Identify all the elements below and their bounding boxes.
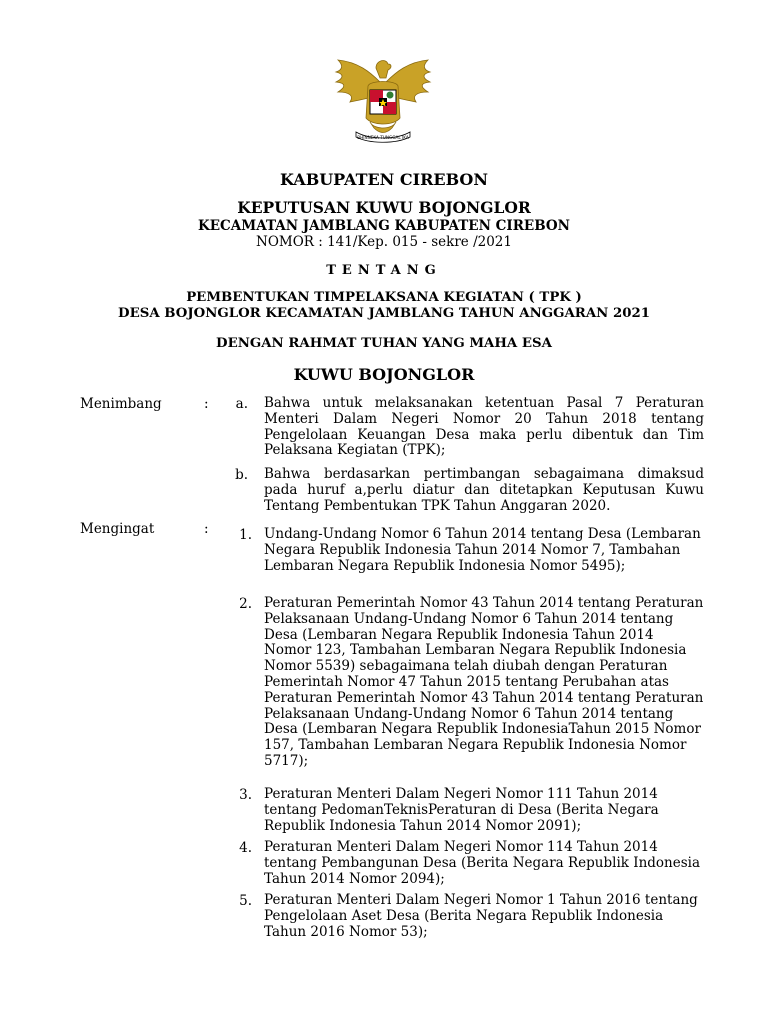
perihal-line-2: DESA BOJONGLOR KECAMATAN JAMBLANG TAHUN ANGGARAN 2021 bbox=[118, 306, 650, 321]
kabupaten-heading: KABUPATEN CIREBON bbox=[280, 170, 488, 189]
menimbang-marker-a: a. bbox=[235, 396, 248, 412]
mengingat-marker-4: 4. bbox=[239, 840, 252, 856]
mengingat-label: Mengingat bbox=[80, 521, 155, 537]
mengingat-marker-3: 3. bbox=[239, 787, 252, 803]
perihal-line-1: PEMBENTUKAN TIMPELAKSANA KEGIATAN ( TPK ) bbox=[186, 290, 582, 305]
mengingat-marker-2: 2. bbox=[239, 596, 252, 612]
menimbang-item-b: Bahwa berdasarkan pertimbangan sebagaimana dimaksud pada huruf a,perlu diatur dan ditetapkan Keputusan Kuwu Tentang Pembentukan TPK Tahun Anggaran 2020. bbox=[264, 466, 704, 514]
garuda-emblem-icon bbox=[330, 52, 436, 144]
menimbang-item-a: Bahwa untuk melaksanakan ketentuan Pasal 7 Peraturan Menteri Dalam Negeri Nomor 20 Tahun 2018 tentang Pengelolaan Keuangan Desa maka perlu dibentuk dan Tim Pelaksana Kegiatan (TPK); bbox=[264, 395, 704, 459]
kecamatan-heading: KECAMATAN JAMBLANG KABUPATEN CIREBON bbox=[198, 218, 570, 234]
pejabat-heading: KUWU BOJONGLOR bbox=[293, 365, 475, 384]
tentang-heading: TENTANG bbox=[326, 263, 442, 278]
menimbang-colon: : bbox=[204, 396, 209, 412]
mengingat-marker-5: 5. bbox=[239, 893, 252, 909]
mengingat-item-5: Peraturan Menteri Dalam Negeri Nomor 1 Tahun 2016 tentang Pengelolaan Aset Desa (Berita Negara Republik Indonesia Tahun 2016 Nomor 53); bbox=[264, 892, 698, 940]
mengingat-marker-1: 1. bbox=[239, 527, 252, 543]
mengingat-item-1: Undang-Undang Nomor 6 Tahun 2014 tentang Desa (Lembaran Negara Republik Indonesia Tahun 2014 Nomor 7, Tambahan Lembaran Negara Republik Indonesia Nomor 5495); bbox=[264, 526, 701, 574]
mengingat-item-2: Peraturan Pemerintah Nomor 43 Tahun 2014 tentang Peraturan Pelaksanaan Undang-Undang Nomor 6 Tahun 2014 tentang Desa (Lembaran Negara Republik Indonesia Tahun 2014 Nomor 123, Tambahan Lembaran Negara Republik Indonesia Nomor 5539) sebagaimana telah diubah dengan Peraturan Pemerintah Nomor 47 Tahun 2015 tentang Perubahan atas Peraturan Pemerintah Nomor 43 Tahun 2014 tentang Peraturan Pelaksanaan Undang-Undang Nomor 6 Tahun 2014 tentang Desa (Lembaran Negara Republik IndonesiaTahun 2015 Nomor 157, Tambahan Lembaran Negara Republik Indonesia Nomor 5717); bbox=[264, 595, 704, 769]
menimbang-label: Menimbang bbox=[80, 396, 162, 412]
mengingat-colon: : bbox=[204, 521, 209, 537]
nomor-line: NOMOR : 141/Kep. 015 - sekre /2021 bbox=[256, 234, 512, 250]
motto-text: BHINNEKA TUNGGAL IKA bbox=[357, 135, 409, 140]
menimbang-marker-b: b. bbox=[235, 467, 248, 483]
mengingat-item-3: Peraturan Menteri Dalam Negeri Nomor 111 Tahun 2014 tentang PedomanTeknisPeraturan di Desa (Berita Negara Republik Indonesia Tahun 2014 Nomor 2091); bbox=[264, 786, 659, 834]
keputusan-heading: KEPUTUSAN KUWU BOJONGLOR bbox=[237, 198, 531, 217]
mengingat-item-4: Peraturan Menteri Dalam Negeri Nomor 114 Tahun 2014 tentang Pembangunan Desa (Berita Negara Republik Indonesia Tahun 2014 Nomor 2094); bbox=[264, 839, 701, 887]
rahmat-heading: DENGAN RAHMAT TUHAN YANG MAHA ESA bbox=[216, 336, 552, 351]
